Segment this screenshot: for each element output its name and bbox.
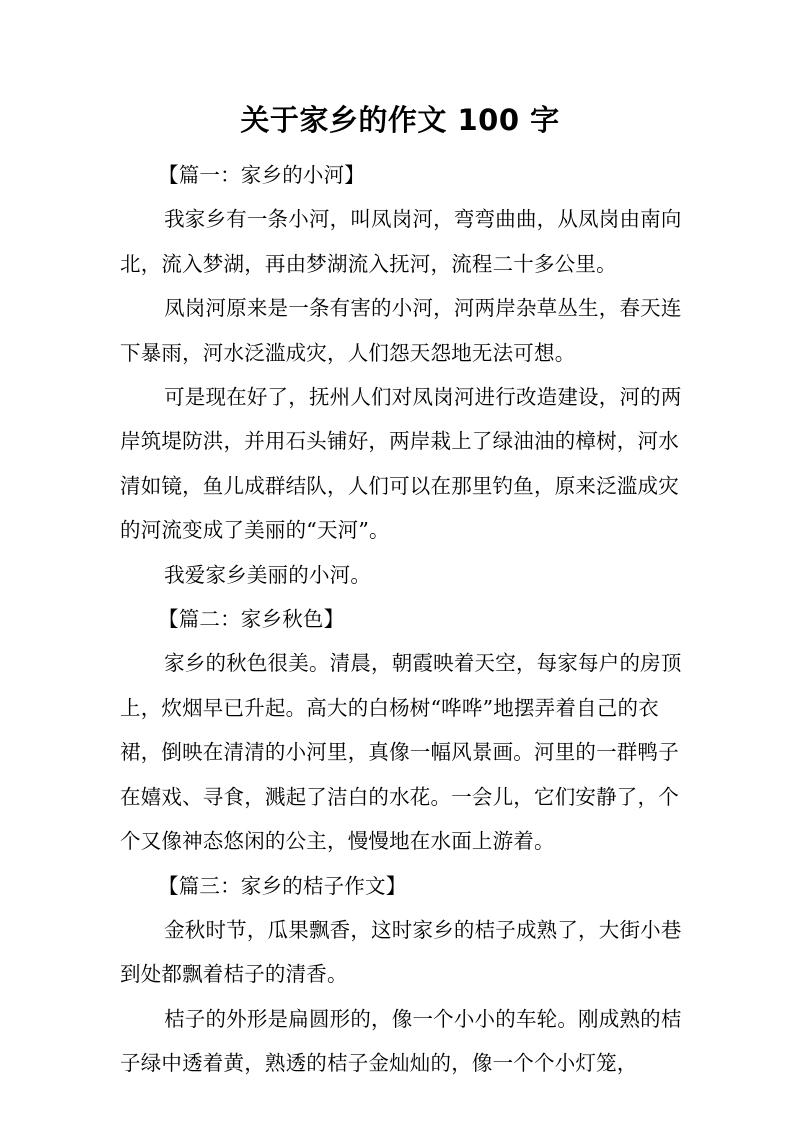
paragraph: 凤岗河原来是一条有害的小河，河两岸杂草丛生，春天连下暴雨，河水泛滥成灾，人们怨天怨地无法可想。 bbox=[120, 296, 682, 365]
document-title: 关于家乡的作文 100 字 bbox=[240, 103, 560, 137]
paragraph: 桔子的外形是扁圆形的，像一个小小的车轮。刚成熟的桔子绿中透着黄，熟透的桔子金灿灿的，像一个个小灯笼， bbox=[120, 1006, 682, 1076]
section-heading-2: 【篇二：家乡秋色】 bbox=[158, 607, 345, 632]
section-heading-1: 【篇一：家乡的小河】 bbox=[158, 163, 365, 187]
paragraph: 金秋时节，瓜果飘香，这时家乡的桔子成熟了，大街小巷到处都飘着桔子的清香。 bbox=[120, 917, 682, 987]
paragraph: 可是现在好了，抚州人们对凤岗河进行改造建设，河的两岸筑堤防洪，并用石头铺好，两岸栽上了绿油油的樟树，河水清如镜，鱼儿成群结队，人们可以在那里钓鱼，原来泛滥成灾的河流变成了美丽的“天河”。 bbox=[120, 385, 682, 543]
document-body bbox=[120, 153, 682, 1086]
section-heading-3: 【篇三：家乡的桔子作文】 bbox=[158, 873, 407, 898]
paragraph: 我爱家乡美丽的小河。 bbox=[164, 562, 372, 587]
paragraph: 家乡的秋色很美。清晨，朝霞映着天空，每家每户的房顶上，炊烟早已升起。高大的白杨树“哗哗”地摆弄着自己的衣裙，倒映在清清的小河里，真像一幅风景画。河里的一群鸭子在嬉戏、寻食，溅起了洁白的水花。一会儿，它们安静了，个个又像神态悠闲的公主，慢慢地在水面上游着。 bbox=[120, 651, 682, 854]
paragraph: 我家乡有一条小河，叫凤岗河，弯弯曲曲，从凤岗由南向北，流入梦湖，再由梦湖流入抚河，流程二十多公里。 bbox=[120, 207, 682, 276]
